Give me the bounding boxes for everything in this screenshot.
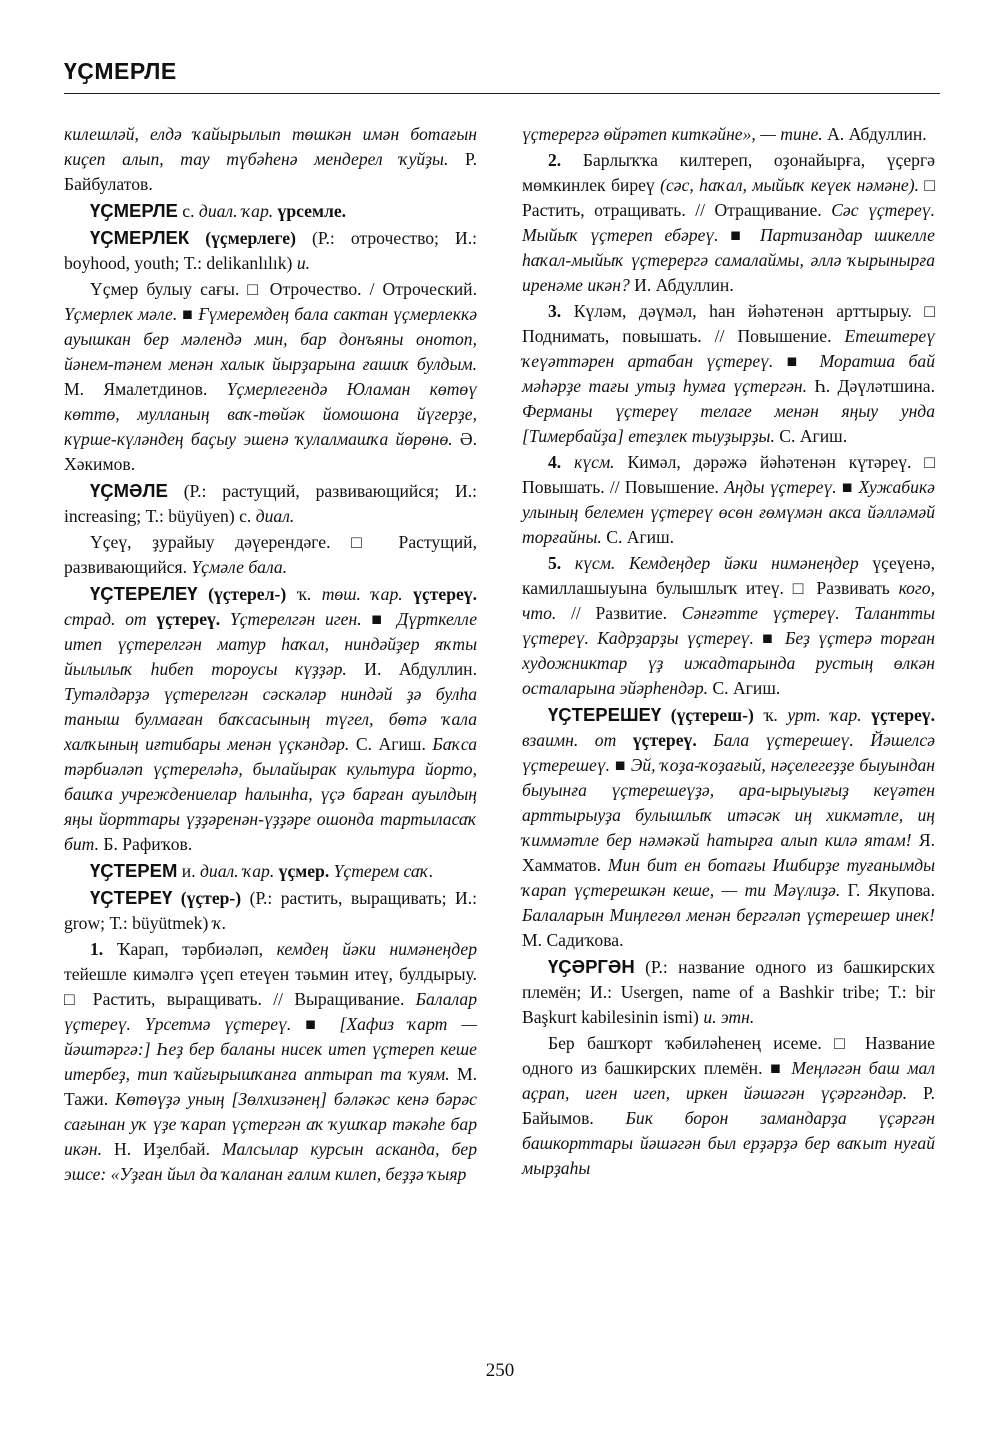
italic-run: үҫтерергә өйрәтеп киткәйне», — тине. <box>522 124 823 144</box>
entry-paragraph <box>522 551 935 701</box>
bold-run: 4. <box>548 452 562 472</box>
text-run: Барлыҡҡа килтереп, оҙонайырға, үҫергә мөмкинлек биреү <box>522 150 935 195</box>
headword: ҮҪТЕРЕҮ <box>90 887 173 908</box>
text-run: тейешле кимәлгә үҫеп етеүен тәьмин итеү, булдырыу. □ Растить, выращивать. // Выращивание. <box>64 964 477 1009</box>
text-run: И. Абдуллин. <box>629 275 734 295</box>
text-run: М. Тажи. <box>64 1064 477 1109</box>
text-run: А. Абдуллин. <box>822 124 927 144</box>
italic-run: Балаларын Миңлегөл менән бергәләп үҫтерешер инек! <box>522 905 935 925</box>
text-run: Һ. Дәүләтшина. <box>807 376 935 396</box>
dictionary-entry <box>64 225 477 276</box>
bold-run: 5. <box>548 553 562 573</box>
dictionary-entry <box>64 858 477 884</box>
dictionary-entry <box>64 198 477 224</box>
bold-run: үҫтереү. <box>861 705 936 725</box>
italic-run: Ферманы үҫтереү телаге менән яңыу унда [Тимербайҙа] етеҙлек тыуҙырҙы. <box>522 401 935 446</box>
italic-run: Бала үҫтерешеү. Йәшелсә үҫтерешеү. ■ Эй, ҡоҙа-ҡоҙағый, нәҫелегеҙҙе быуындан быуынға үҫтерешеүҙә, ара-ырыуығыҙ кеүәтен арттырыуҙа булышлыҡ итәсәк иң хикмәтле, иң ҡиммәтле бер нәмәкәй һатырға алып килә ятам! <box>522 730 935 850</box>
italic-run: диал. <box>255 506 295 526</box>
dictionary-entry <box>522 954 935 1030</box>
page-number: 250 <box>485 1360 515 1381</box>
italic-run: төш. ҡар. <box>321 584 403 604</box>
entry-paragraph <box>64 530 477 580</box>
italic-run: Үҫтерелгән иген. ■ Дүрткелле итеп үҫтерелгән матур һаҡал, ниндәйҙер яҡты йылылыҡ һибеп тороусы күҙҙәр. <box>64 609 478 679</box>
text-run: С. Агиш. <box>708 678 781 698</box>
text-run: С. Агиш. <box>774 426 848 446</box>
italic-run: Аңды үҫтереү. ■ Хужабикә улының белемен үҫтереү өсөн ғөмүмән акса йәлләмәй торғайны. <box>522 477 935 547</box>
dictionary-entry <box>522 702 935 953</box>
italic-run: Етештереү ҡеүәттәрен артабан үҫтереү. ■ Моратша бай мәһәрҙе тағы утыҙ һумға үҫтергән. <box>522 326 935 396</box>
entry-paragraph <box>522 148 935 298</box>
bold-run: (үҫтереш-) <box>661 705 754 725</box>
text-run: и. <box>177 861 201 881</box>
entry-paragraph <box>522 122 935 147</box>
bold-run: (үҫмерлеге) <box>189 228 296 248</box>
entry-paragraph <box>64 937 477 1187</box>
bold-run: үҫтереү. <box>146 609 221 629</box>
entry-paragraph <box>522 1031 935 1181</box>
dictionary-entry <box>64 581 477 857</box>
italic-run: Сәнғәтте үҫтереү. Талантты үҫтереү. Кадрҙарҙы үҫтереү. ■ Беҙ үҫтерә торған художниктар үҙ ижадтарында рустың өлкән осталарына эйәрһендәр. <box>522 603 935 698</box>
dictionary-entry <box>64 478 477 529</box>
text-run: // Развитие. <box>556 603 682 623</box>
entry-paragraph <box>64 277 477 477</box>
text-run: (Р.: отрочество; И.: boyhood, youth; Т.: delikanlılık) <box>64 228 478 273</box>
bold-run: 1. <box>90 939 104 959</box>
left-column <box>64 122 477 1188</box>
bold-run: (үҫтер-) <box>172 888 242 908</box>
header-rule <box>64 93 940 94</box>
text-run: Ә. Хәкимов. <box>64 429 477 474</box>
italic-run: Үҫмерлек мәле. ■ Ғүмеремдең бала сактан үҫмерлеккә ауышкан бер мәлендә мин, бар донъяны онотоп, йәнем-тәнем менән халык йырҙарына ғашиҡ булдым. <box>64 304 477 374</box>
text-run: Үҫмер булыу сағы. □ Отрочество. / Отроческий. <box>90 279 477 299</box>
italic-run: взаимн. от <box>522 730 617 750</box>
bold-run: үрсемле. <box>273 201 347 221</box>
text-run: С. Агиш. <box>349 734 433 754</box>
italic-run: Үҫмерлегендә Юламан көтөү көттө, мулланың ваҡ-төйәк йомошона йүгерҙе, күрше-күләндең баҫыу эшенә ҡулалмашҡа йөрөнө. <box>64 379 477 449</box>
text-run: Я. Хамматов. <box>522 830 935 875</box>
text-run: М. Ямалетдинов. <box>64 379 227 399</box>
bold-run: 2. <box>548 150 562 170</box>
text-run: Р. Байбулатов. <box>64 149 477 194</box>
italic-run: ҡ. <box>212 913 227 933</box>
italic-run: Көтөүҙә уның [Зөлхизәнең] бәләкәс кенә бәрәс сағынан уҡ үҙе ҡарап үҫтергән аҡ ҡушҡар тәкәһе бар икән. <box>64 1089 477 1159</box>
italic-run: и. этн. <box>703 1007 755 1027</box>
italic-run: Балалар үҫтереү. Үрсетмә үҫтереү. ■ [Хафиз ҡарт — йәштәргә:] Һеҙ бер баланы нисек итеп үҫтереп кеше итербеҙ, тип ҡайғырышҡанға аптырап та ҡуям. <box>64 989 477 1084</box>
entry-paragraph <box>64 122 477 197</box>
italic-run: (сәс, һаҡал, мыйыҡ кеүек нәмәне). <box>660 175 919 195</box>
entry-paragraph <box>522 299 935 449</box>
italic-run: кемдең йәки нимәнеңдер <box>276 939 477 959</box>
italic-run: Баҡса тәрбиәләп үҫтереләһә, былайырак культура йорто, башҡа учреждениелар һалынһа, үҫә барған ауылдың яңы йорттары үҙҙәренән-үҙҙәре ошонда тартыласаҡ бит. <box>64 734 477 854</box>
text-run: М. Садиҡова. <box>522 930 624 950</box>
bold-run: 3. <box>548 301 562 321</box>
text-run: с. <box>177 201 199 221</box>
italic-run: күсм. Кемдеңдер йәки нимәнеңдер <box>561 553 859 573</box>
italic-run: күсм. <box>561 452 615 472</box>
italic-run: Малсылар курсын асканда, бер эшсе: «Уҙған йыл да ҡаланан ғалим килеп, беҙҙә ҡыяр <box>64 1139 477 1184</box>
text-run: □ Растить, отращивать. // Отращивание. <box>522 175 935 220</box>
headword: ҮҪТЕРЕШЕҮ <box>548 704 662 725</box>
text-run: Р. Байымов. <box>522 1083 935 1128</box>
bold-run: үҫмер. <box>274 861 330 881</box>
text-run: (Р.: растить, выращивать; И.: grow; Т.: büyütmek) <box>64 888 477 933</box>
headword: ҮҪТЕРЕЛЕҮ <box>90 583 198 604</box>
text-run: И. Абдуллин. <box>346 659 477 679</box>
text-run: үҫеүенә, камиллашыуына булышлыҡ итеү. □ Развивать <box>522 553 936 598</box>
text-run: Ҡарап, тәрбиәләп, <box>103 939 277 959</box>
running-head: ҮҪМЕРЛЕ <box>64 58 177 84</box>
italic-run: Мин бит ен ботағы Ишбирҙе туғанымды ҡарап үҫтерешкән кеше, — ти Мәүлиҙә. <box>522 855 936 900</box>
headword: ҮҪТЕРЕМ <box>90 860 178 881</box>
text-run: (Р.: растущий, развивающийся; И.: increasing; Т.: büyüyen) с. <box>64 481 477 526</box>
dictionary-entry <box>64 885 477 936</box>
text-run: Кимәл, дәрәжә йәһәтенән күтәреү. □ Повышать. // Повышение. <box>522 452 935 497</box>
italic-run: Сәс үҫтереү. Мыйыҡ үҫтереп ебәреү. ■ Партизандар шикелле һаҡал-мыйыҡ үҫтерергә самалаймы, әллә ҡырынырға иренәме икән? <box>522 200 935 295</box>
italic-run: диал. ҡар. <box>200 861 275 881</box>
headword: ҮҪМӘЛЕ <box>90 480 168 501</box>
italic-run: Тутәлдәрҙә үҫтерелгән сәскәләр ниндәй ҙә булһа таныш булмаған баҡсасының түгел, бөтә ҡала халҡының иғтибары менән үҫкәндәр. <box>64 684 477 754</box>
bold-run: (үҫтерел-) <box>197 584 287 604</box>
right-column <box>522 122 935 1182</box>
italic-run: урт. ҡар. <box>787 705 862 725</box>
italic-run: диал. ҡар. <box>198 201 274 221</box>
bold-run: үҫтереү. <box>616 730 697 750</box>
text-run: ҡ. <box>286 584 322 604</box>
text-run: (Р.: название одного из башкирских племён; И.: Usergen, name of a Bashkir tribe; Т.: bir Başkurt kabilesinin ismi) <box>522 957 935 1027</box>
text-run: Үҫеү, ҙурайыу дәүерендәге. □ Растущий, развивающийся. <box>64 532 477 577</box>
headword: ҮҪМЕРЛЕК <box>90 227 190 248</box>
text-run: Г. Якупова. <box>840 880 935 900</box>
italic-run: Үҫтерем саҡ. <box>329 861 434 881</box>
bold-run: үҫтереү. <box>402 584 478 604</box>
entry-paragraph <box>522 450 935 550</box>
headword: ҮҪӘРГӘН <box>548 956 635 977</box>
text-run: ҡ. <box>753 705 788 725</box>
italic-run: и. <box>296 253 311 273</box>
italic-run: кого, что. <box>522 578 935 623</box>
text-run: Н. Иҙелбай. <box>101 1139 223 1159</box>
italic-run: страд. от <box>64 609 147 629</box>
text-run: Б. Рафиҡов. <box>98 834 193 854</box>
italic-run: килешләй, елдә ҡайырылып төшкән имән ботағын киҫеп алып, тау түбәһенә мендерел ҡуйҙы. <box>64 124 477 169</box>
headword: ҮҪМЕРЛЕ <box>90 200 178 221</box>
italic-run: Үҫмәле бала. <box>191 557 288 577</box>
text-run: Күләм, дәүмәл, һан йәһәтенән арттырыу. □ Поднимать, повышать. // Повышение. <box>522 301 935 346</box>
text-run: С. Агиш. <box>601 527 675 547</box>
italic-run: Бик борон замандарҙа үҫәргән башкорттары йәшәгән был ерҙәрҙә бер ваҡыт нуғай мырҙаһы <box>522 1108 935 1178</box>
italic-run: ■ Меңләгән баш мал аҫрап, иген игеп, иркен йәшәгән үҫәргәндәр. <box>522 1058 935 1103</box>
text-run: Бер башҡорт ҡәбиләһенең исеме. □ Название одного из башкирских племён. <box>522 1033 935 1078</box>
